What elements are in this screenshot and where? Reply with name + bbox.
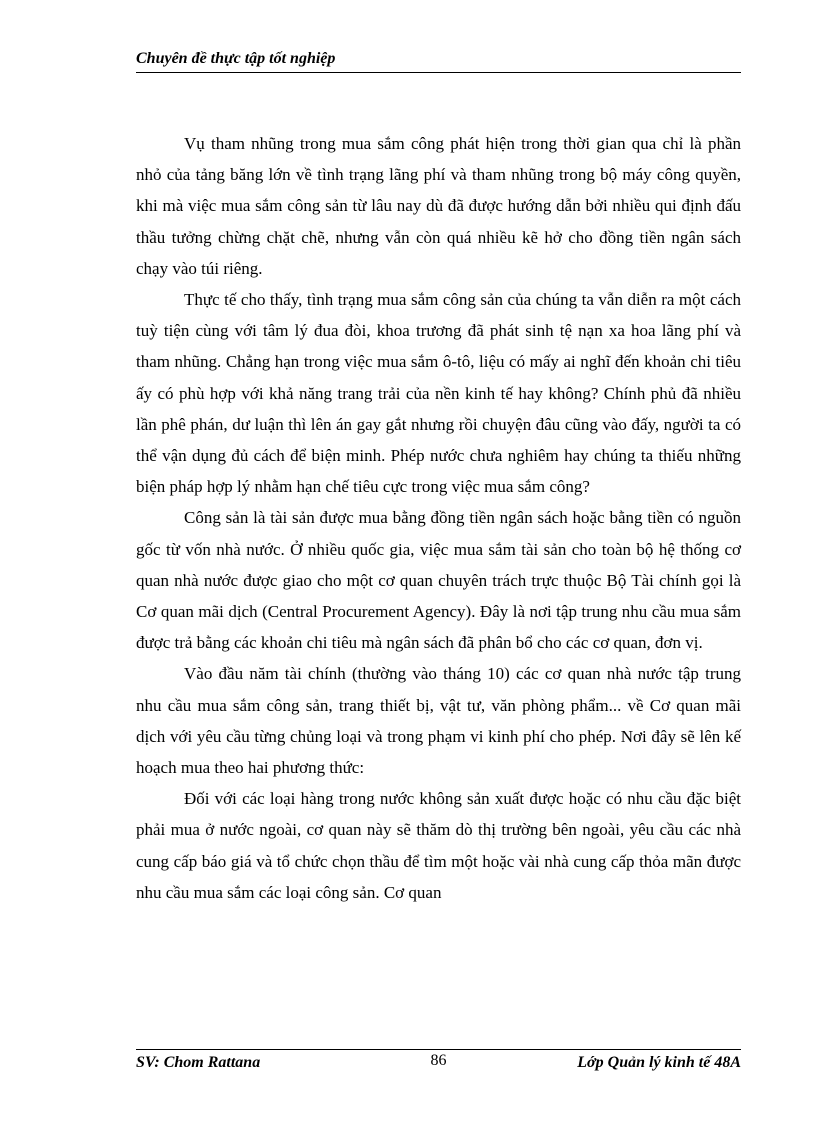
page-number: 86 — [430, 1052, 447, 1069]
page-header — [136, 48, 741, 73]
paragraph: Công sản là tài sản được mua bằng đồng tiền ngân sách hoặc bằng tiền có nguồn gốc từ vốn nhà nước. Ở nhiều quốc gia, việc mua sắm tài sản cho toàn bộ hệ thống cơ quan nhà nước được giao cho một cơ quan chuyên trách trực thuộc Bộ Tài chính gọi là Cơ quan mãi dịch (Central Procurement Agency). Đây là nơi tập trung nhu cầu mua sắm được trả bằng các khoản chi tiêu mà ngân sách đã phân bổ cho các cơ quan, đơn vị. — [136, 508, 741, 653]
footer-student-name: SV: Chom Rattana — [136, 1054, 261, 1071]
paragraph: Đối với các loại hàng trong nước không sản xuất được hoặc có nhu cầu đặc biệt phải mua ở nước ngoài, cơ quan này sẽ thăm dò thị trường bên ngoài, yêu cầu các nhà cung cấp báo giá và tổ chức chọn thầu để tìm một hoặc vài nhà cung cấp thỏa mãn được nhu cầu mua sắm các loại công sản. Cơ quan — [136, 789, 741, 902]
page-footer — [136, 1049, 741, 1074]
paragraph: Vào đầu năm tài chính (thường vào tháng 10) các cơ quan nhà nước tập trung nhu cầu mua sắm công sản, trang thiết bị, vật tư, văn phòng phẩm... về Cơ quan mãi dịch với yêu cầu từng chủng loại và trong phạm vi kinh phí cho phép. Nơi đây sẽ lên kế hoạch mua theo hai phương thức: — [136, 664, 741, 778]
document-body — [136, 128, 741, 908]
footer-class-name: Lớp Quản lý kinh tế 48A — [577, 1054, 741, 1071]
paragraph: Thực tế cho thấy, tình trạng mua sắm công sản của chúng ta vẫn diễn ra một cách tuỳ tiện cùng với tâm lý đua đòi, khoa trương đã phát sinh tệ nạn xa hoa lãng phí và tham nhũng. Chẳng hạn trong việc mua sắm ô-tô, liệu có mấy ai nghĩ đến khoản chi tiêu ấy có phù hợp với khả năng trang trải của nền kinh tế hay không? Chính phủ đã nhiều lần phê phán, dư luận thì lên án gay gắt nhưng rồi chuyện đâu cũng vào đấy, người ta có thể vận dụng đủ cách để biện minh. Phép nước chưa nghiêm hay chúng ta thiếu những biện pháp hợp lý nhằm hạn chế tiêu cực trong việc mua sắm công? — [136, 290, 741, 497]
paragraph: Vụ tham nhũng trong mua sắm công phát hiện trong thời gian qua chỉ là phần nhỏ của tảng băng lớn về tình trạng lãng phí và tham nhũng trong bộ máy công quyền, khi mà việc mua sắm công sản từ lâu nay dù đã được hướng dẫn bởi nhiều qui định đấu thầu tưởng chừng chặt chẽ, nhưng vẫn còn quá nhiều kẽ hở cho đồng tiền ngân sách chạy vào túi riêng. — [136, 134, 741, 278]
header-title: Chuyên đề thực tập tốt nghiệp — [136, 50, 336, 67]
